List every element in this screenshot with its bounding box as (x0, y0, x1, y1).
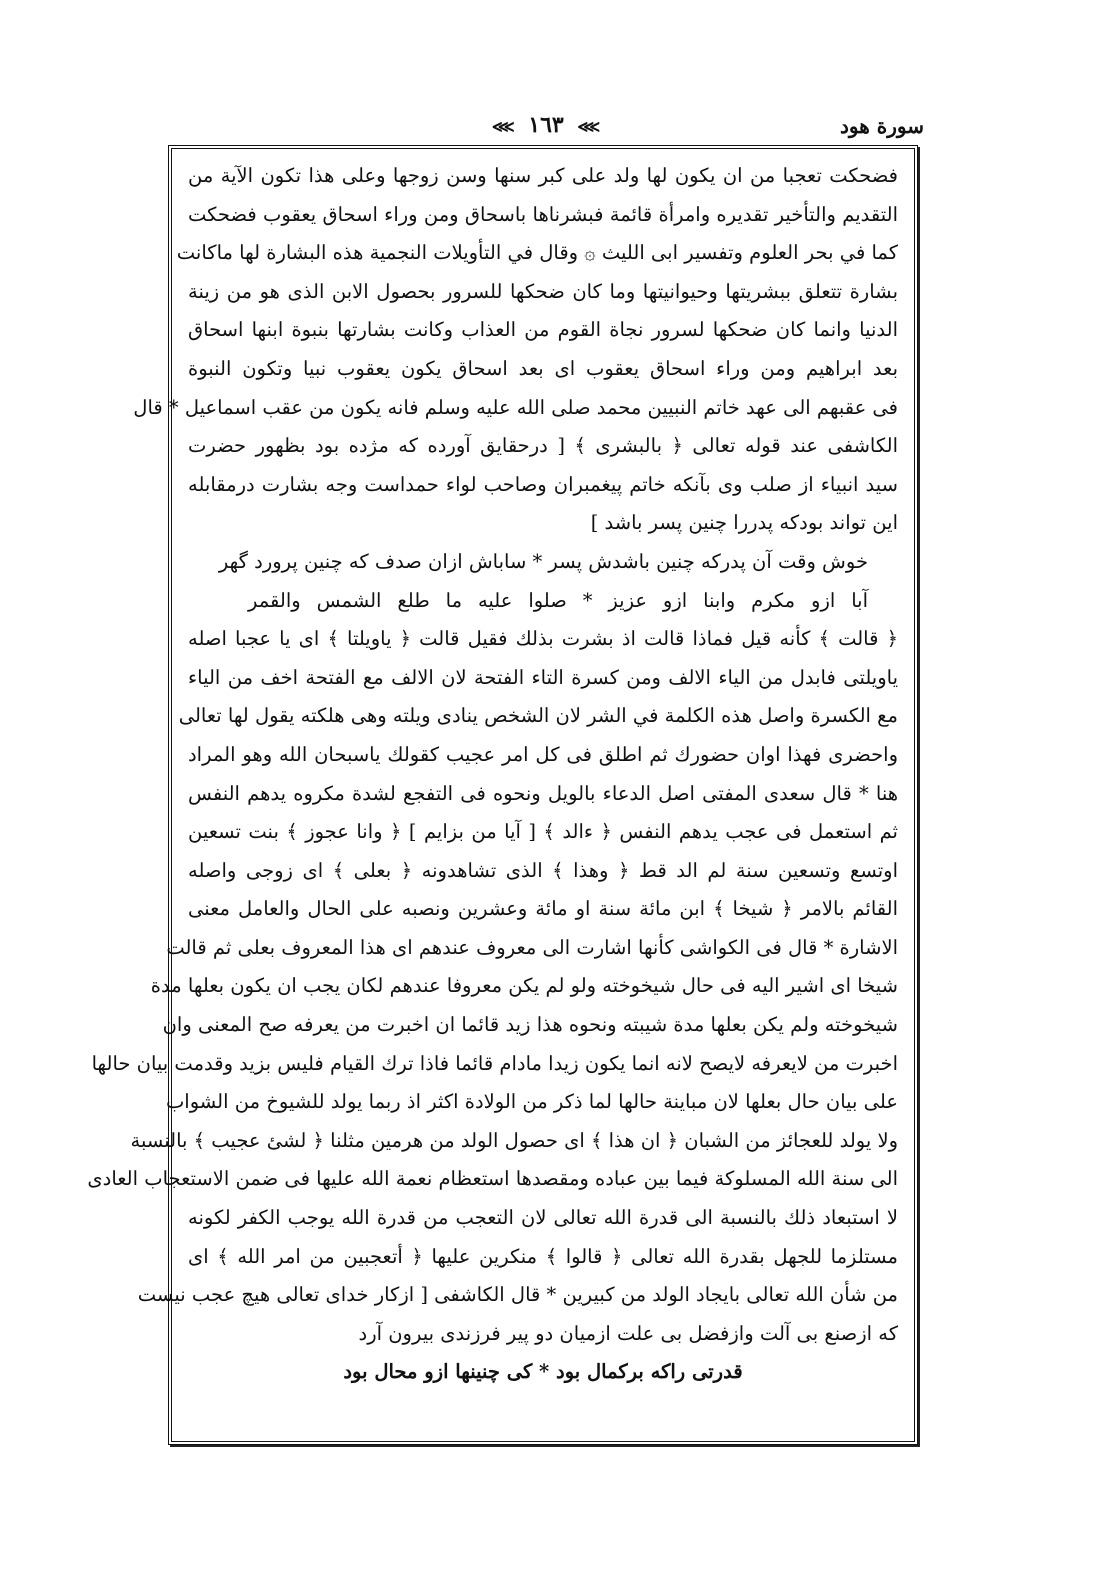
text-line: ثم استعمل فى عجب يدهم النفس ﴿ ءالد ﴾ [ آيا من بزايم ] ﴿ وانا عجوز ﴾ بنت تسعين (188, 820, 898, 844)
text-line: بعد ابراهيم ومن وراء اسحاق يعقوب اى بعد اسحاق يكون يعقوب نبيا وتكون النبوة (188, 356, 898, 380)
right-ornament: ⋘ (577, 117, 601, 136)
page-header (168, 112, 924, 142)
text-line: مع الكسرة واصل هذه الكلمة في الشر لان الشخص ينادى ويلته وهى هلكته يقول لها تعالى (178, 704, 898, 728)
text-line: واحضرى فهذا اوان حضورك ثم اطلق فى كل امر عجيب كقولك ياسبحان الله وهو المراد (188, 742, 898, 766)
text-line: القائم بالامر ﴿ شيخا ﴾ ابن مائة سنة او مائة وعشرين ونصبه على الحال والعامل معنى (188, 897, 898, 921)
text-line: ولا يولد للعجائز من الشبان ﴿ ان هذا ﴾ اى حصول الولد من هرمين مثلنا ﴿ لشئ عجيب ﴾ بالنسبة (130, 1128, 898, 1152)
text-line: من شأن الله تعالى بايجاد الولد من كبيرين * قال الكاشفى [ ازكار خداى تعالى هيچ عجب نيست (137, 1283, 898, 1307)
text-line: كه ازصنع بى آلت وازفضل بى علت ازميان دو پير فرزندى بيرون آرد (358, 1321, 898, 1345)
text-line: الكاشفى عند قوله تعالى ﴿ بالبشرى ﴾ [ درحقايق آورده كه مژده بود بظهور حضرت (188, 434, 898, 458)
text-line: شيخوخته ولم يكن بعلها مدة شيبته ونحوه هذا زيد قائما ان اخبرت من يعرفه صح المعنى وان (162, 1013, 898, 1037)
text-line: الدنيا وانما كان ضحكها لسرور نجاة القوم من العذاب وكانت بشارتها بنبوة ابنها اسحاق (188, 318, 898, 342)
text-line: بشارة تتعلق ببشريتها وحيوانيتها وما كان ضحكها للسرور بحصول الابن الذى هو من زينة (188, 279, 898, 303)
text-line: شيخا اى اشير اليه فى حال شيخوخته ولو لم يكن معروفا عندهم لكان يجب ان يكون بعلها مدة (150, 974, 898, 998)
text-line: ياويلتى فابدل من الياء الالف ومن كسرة التاء الفتحة لان الالف مع الفتحة اخف من الياء (188, 665, 898, 689)
text-frame (87, 145, 918, 1445)
verse-line: آبا ازو مكرم وابنا ازو عزيز * صلوا عليه ما طلع الشمس والقمر (248, 588, 868, 612)
text-line: التقديم والتأخير تقديره وامرأة قائمة فبشرناها باسحاق ومن وراء اسحاق يعقوب فضحكت (188, 202, 898, 226)
text-line: الاشارة * قال فى الكواشى كأنها اشارت الى معروف عندهم اى هذا المعروف بعلى ثم قالت (166, 935, 898, 959)
text-body (87, 157, 898, 1433)
verse-line: قدرتى راكه بركمال بود * كى چنينها ازو محال بود (343, 1360, 743, 1384)
text-line: ﴿ قالت ﴾ كأنه قيل فماذا قالت اذ بشرت بذلك فقيل قالت ﴿ ياويلتا ﴾ اى يا عجبا اصله (188, 627, 898, 651)
verse-line: خوش وقت آن پدركه چنين باشدش پسر * ساباش ازان صدف كه چنين پرورد گهر (218, 549, 868, 573)
text-line: هنا * قال سعدى المفتى اصل الدعاء بالويل ونحوه فى التفجع لشدة مكروه يدهم النفس (188, 781, 898, 805)
text-line: مستلزما للجهل بقدرة الله تعالى ﴿ قالوا ﴾ منكرين عليها ﴿ أتعجبين من امر الله ﴾ اى (188, 1244, 898, 1268)
text-line: سيد انبياء از صلب وى بآنكه خاتم پيغمبران وصاحب لواء حمداست وجه بشارت درمقابله (188, 472, 898, 496)
text-line: الى سنة الله المسلوكة فيما بين عباده ومقصدها استعظام نعمة الله عليها فى ضمن الاستعجاب العادى (87, 1167, 898, 1191)
text-line: فى عقبهم الى عهد خاتم النبيين محمد صلى الله عليه وسلم فانه يكون من عقب اسماعيل * قال (133, 395, 898, 419)
left-ornament: ⋘ (491, 117, 515, 136)
text-line: كما في بحر العلوم وتفسير ابى الليث ۞ وقال في التأويلات النجمية هذه البشارة لها ماكانت (176, 241, 898, 265)
text-line: على بيان حال بعلها لان مباينة حالها لما ذكر من الولادة اكثر اذ ربما يولد للشيوخ من الشواب (165, 1090, 898, 1114)
text-line: اخبرت من لايعرفه لايصح لانه انما يكون زيدا مادام قائما فاذا ترك القيام فليس بزيد وقدمت بيان حالها (91, 1051, 898, 1075)
page-number-value: ١٦٣ (528, 112, 564, 138)
text-line: فضحكت تعجبا من ان يكون لها ولد على كبر سنها وسن زوجها وعلى هذا تكون الآية من (188, 164, 898, 187)
text-line: اوتسع وتسعين سنة لم الد قط ﴿ وهذا ﴾ الذى تشاهدونه ﴿ بعلى ﴾ اى زوجى واصله (188, 858, 898, 882)
text-line: اين تواند بودكه پدررا چنين پسر باشد ] (590, 511, 898, 535)
page-number (168, 112, 924, 138)
surah-name: سورة هود (840, 114, 924, 138)
text-line: لا استبعاد ذلك بالنسبة الى قدرة الله تعالى لان التعجب من قدرة الله يوجب الكفر لكونه (188, 1206, 898, 1230)
